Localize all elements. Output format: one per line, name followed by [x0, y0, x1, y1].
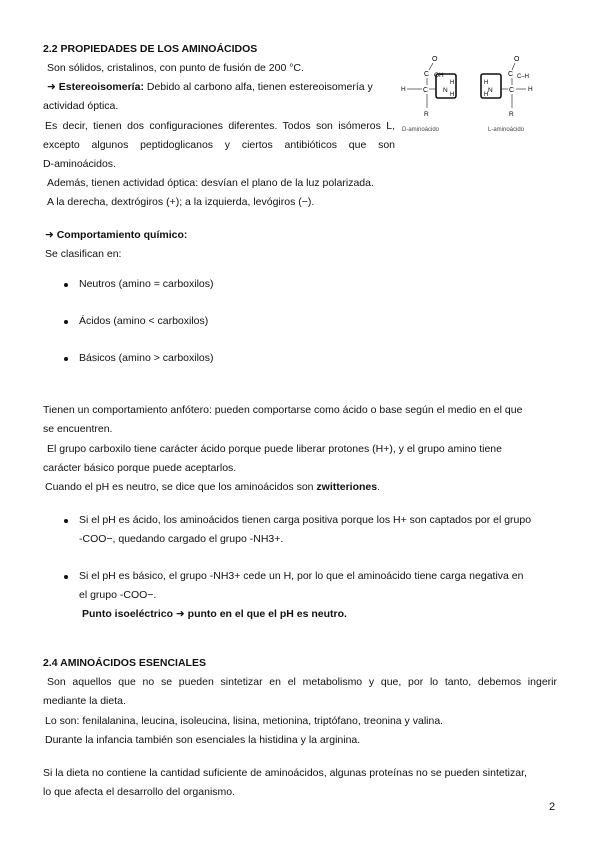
basic-ph-line-1: Si el pH es básico, el grupo -NH3+ cede un H, por lo que el aminoácido tiene carga negativa en — [79, 570, 524, 582]
essential-def-line-1: Son aquellos que no se pueden sintetizar en el metabolismo y que, por lo tanto, debemos ingerir — [47, 676, 557, 688]
basic-ph-line-2: el grupo -COO−. — [79, 589, 157, 601]
stereoisomer-figure — [398, 52, 558, 134]
classify-intro: Se clasifican en: — [45, 248, 122, 260]
carboxyl-line-1: El grupo carboxilo tiene carácter ácido porque puede liberar protones (H+), y el grupo amino tiene — [47, 443, 502, 455]
carboxyl-line-2: carácter básico porque puede aceptarlos. — [43, 462, 237, 474]
stereo-label: Estereoisomería: — [58, 81, 144, 93]
stereo-text-1: Debido al carbono alfa, tienen estereoisomería y — [146, 81, 373, 93]
stereo-line-2: actividad óptica. — [43, 100, 119, 112]
zwitteriones-term: zwitteriones — [316, 481, 378, 493]
chemical-behavior-heading: ➜ Comportamiento químico: — [45, 229, 188, 241]
bullet-icon — [64, 575, 68, 579]
page-number: 2 — [549, 801, 556, 813]
l-alpha-carbon-label: C — [509, 87, 515, 94]
l-aminoacid-caption: L-aminoácido — [488, 127, 525, 133]
arrow-icon: ➜ — [47, 81, 56, 93]
essential-def-line-2: mediante la dieta. — [43, 695, 126, 707]
bullet-icon — [64, 357, 68, 361]
bullet-icon — [64, 519, 68, 523]
l-h-top-label: H — [484, 80, 489, 86]
l-carbon-label: C — [508, 71, 514, 78]
d-n-label: N — [443, 87, 448, 94]
section-heading-propiedades: 2.2 PROPIEDADES DE LOS AMINOÁCIDOS — [43, 43, 258, 55]
neutral-ph-line — [45, 481, 380, 494]
neutral-ph-text: Cuando el pH es neutro, se dice que los aminoácidos son — [45, 481, 317, 493]
deficiency-line-1: Si la dieta no contiene la cantidad suficiente de aminoácidos, algunas proteínas no se pueden sintetizar, — [43, 767, 527, 779]
d-aminoacid-structure — [401, 56, 456, 133]
amphoteric-line-2: se encuentren. — [43, 423, 113, 435]
l-h-bottom-label: H — [484, 92, 489, 98]
l-ch-label: C–H — [517, 74, 530, 80]
d-alpha-carbon-label: C — [423, 87, 429, 94]
optical-line-1: Además, tienen actividad óptica: desvían el plano de la luz polarizada. — [47, 177, 374, 189]
amphoteric-line-1: Tienen un comportamiento anfótero: pueden comportarse como ácido o base según el medio en el que — [43, 404, 523, 416]
class-item-acidos: Ácidos (amino < carboxilos) — [79, 315, 209, 327]
intro-text: Son sólidos, cristalinos, con punto de fusión de 200 °C. — [47, 62, 304, 74]
d-oxygen-label: O — [432, 56, 438, 63]
d-h-bottom-label: H — [450, 92, 455, 98]
d-r-label: R — [424, 111, 429, 118]
l-h-right-label: H — [528, 86, 533, 93]
optical-line-2: A la derecha, dextrógiros (+); a la izquierda, levógiros (−). — [47, 196, 315, 208]
l-oxygen-label: O — [514, 56, 520, 63]
d-oh-label: OH — [434, 72, 444, 79]
d-h-top-label: H — [450, 80, 455, 86]
bullet-icon — [64, 283, 68, 287]
l-r-label: R — [509, 111, 514, 118]
acid-ph-line-2: -COO−, quedando cargado el grupo -NH3+. — [79, 533, 284, 545]
stereo-line-1 — [47, 81, 395, 94]
config-line-1: Es decir, tienen dos configuraciones diferentes. Todos son isómeros L, — [45, 120, 395, 132]
config-line-2: excepto algunos peptidoglicanos y ciertos antibióticos que son — [43, 139, 395, 151]
neutral-ph-period: . — [377, 481, 381, 493]
essential-list: Lo son: fenilalanina, leucina, isoleucina, lisina, metionina, triptófano, treonina y valina. — [45, 715, 444, 727]
class-item-basicos: Básicos (amino > carboxilos) — [79, 352, 214, 364]
childhood-essentials: Durante la infancia también son esenciales la histidina y la arginina. — [45, 734, 361, 746]
section-heading-esenciales: 2.4 AMINOÁCIDOS ESENCIALES — [43, 657, 206, 669]
class-item-neutros: Neutros (amino = carboxilos) — [79, 278, 214, 290]
bullet-icon — [64, 320, 68, 324]
deficiency-line-2: lo que afecta el desarrollo del organismo. — [43, 786, 236, 798]
l-aminoacid-structure — [481, 56, 533, 133]
l-n-label: N — [488, 87, 493, 94]
d-h-left-label: H — [401, 86, 406, 93]
isoelectric-point: Punto isoeléctrico ➜ punto en el que el pH es neutro. — [82, 608, 347, 620]
acid-ph-line-1: Si el pH es ácido, los aminoácidos tienen carga positiva porque los H+ son captados por el grupo — [79, 514, 532, 526]
d-carbon-label: C — [424, 71, 430, 78]
config-line-3: D-aminoácidos. — [43, 158, 116, 170]
d-aminoacid-caption: D-aminoácido — [402, 127, 440, 133]
